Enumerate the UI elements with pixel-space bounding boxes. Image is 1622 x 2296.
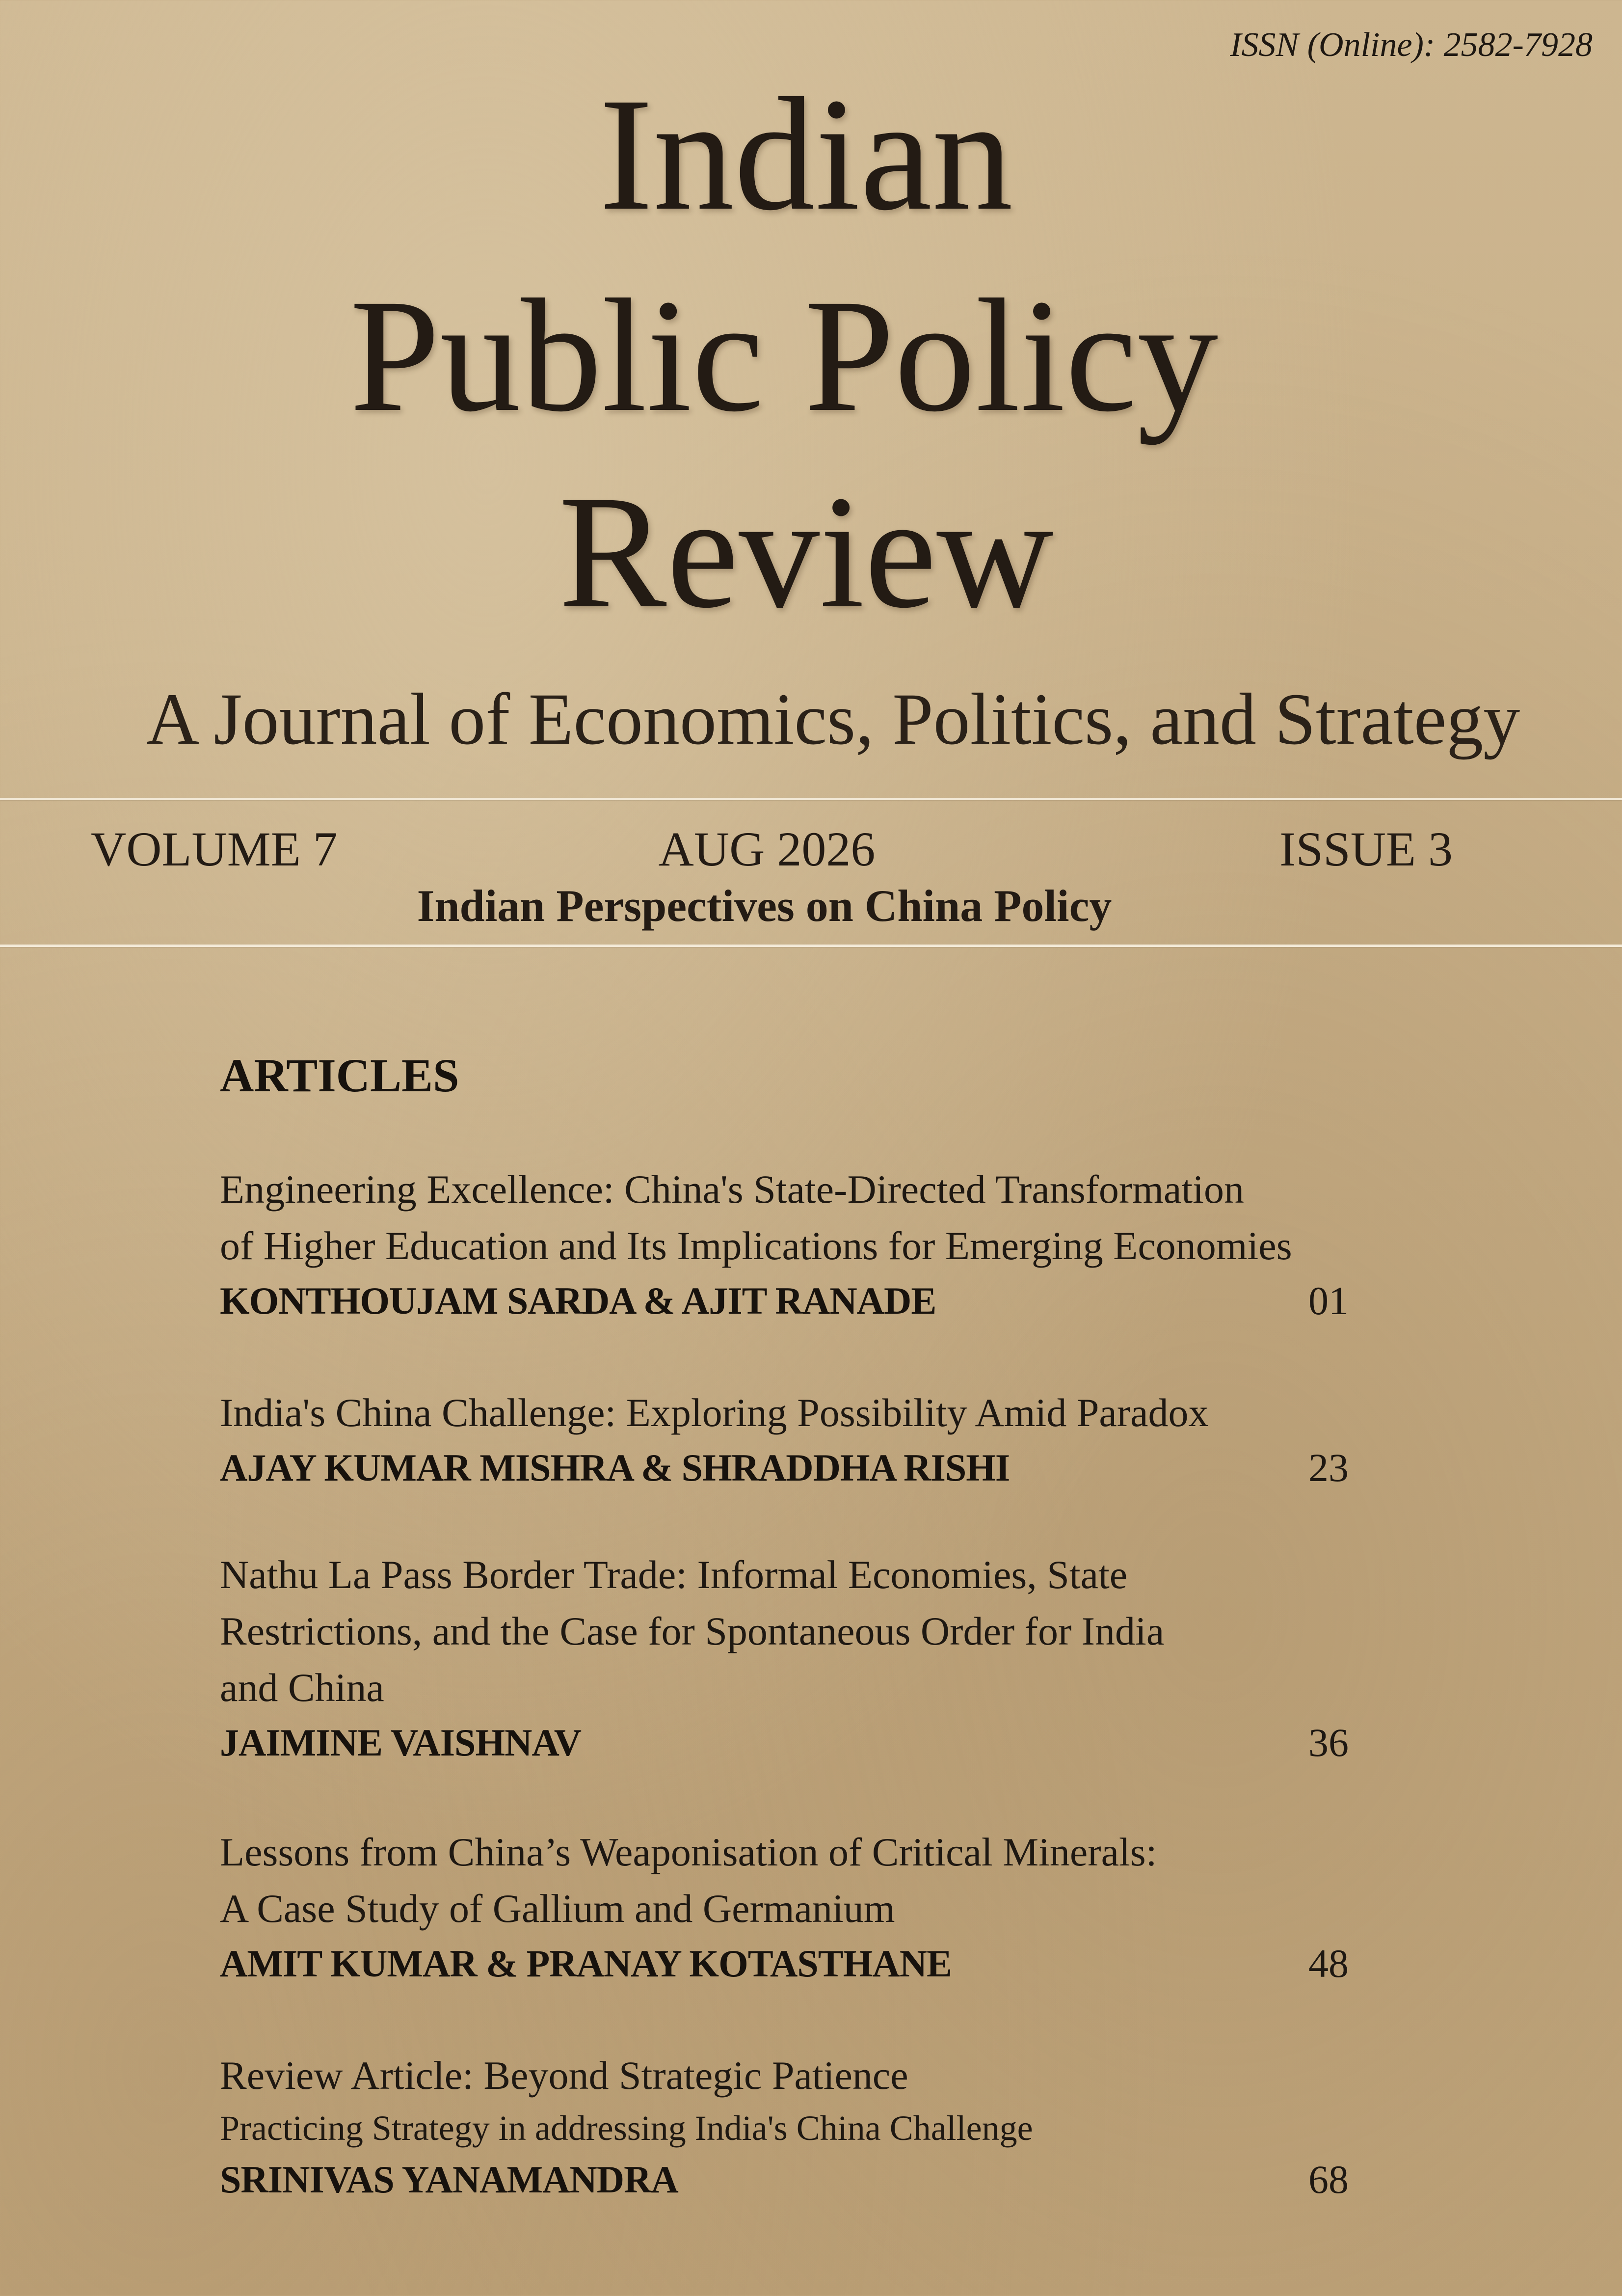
article-entry[interactable] — [220, 1161, 1349, 1328]
article-authors: SRINIVAS YANAMANDRA — [220, 2158, 678, 2201]
article-page-number: 01 — [1308, 1278, 1349, 1323]
article-authors: AJAY KUMAR MISHRA & SHRADDHA RISHI — [220, 1446, 1010, 1489]
article-title-line: and China — [220, 1665, 384, 1710]
article-entry[interactable] — [220, 1384, 1349, 1495]
author-row — [220, 1716, 1349, 1770]
article-title-line: Lessons from China’s Weaponisation of Critical Minerals: — [220, 1830, 1157, 1874]
article-title-line: A Case Study of Gallium and Germanium — [220, 1886, 895, 1931]
article-title-line: India's China Challenge: Exploring Possibility Amid Paradox — [220, 1390, 1209, 1435]
article-title-line: Review Article: Beyond Strategic Patience — [220, 2053, 908, 2098]
article-entry[interactable] — [220, 2047, 1349, 2207]
top-divider — [0, 798, 1622, 800]
author-row — [220, 2153, 1349, 2207]
article-page-number: 68 — [1308, 2157, 1349, 2202]
article-authors: JAIMINE VAISHNAV — [220, 1721, 582, 1764]
journal-title-line-3: Review — [558, 462, 1054, 642]
articles-heading: ARTICLES — [220, 1049, 459, 1102]
journal-title-line-2: Public Policy — [349, 266, 1219, 445]
author-row — [220, 1937, 1349, 1991]
issue-label: ISSUE 3 — [1279, 822, 1453, 876]
article-title-line: of Higher Education and Its Implications for Emerging Economies — [220, 1223, 1292, 1268]
article-page-number: 36 — [1308, 1720, 1349, 1765]
issue-info-band — [0, 801, 1622, 944]
article-authors: KONTHOUJAM SARDA & AJIT RANADE — [220, 1279, 936, 1322]
author-row — [220, 1274, 1349, 1328]
article-subtitle: Practicing Strategy in addressing India's China Challenge — [220, 2108, 1033, 2148]
issn-label: ISSN (Online): 2582-7928 — [1230, 26, 1593, 64]
article-title-line: Engineering Excellence: China's State-Directed Transformation — [220, 1167, 1244, 1212]
article-title-line: Restrictions, and the Case for Spontaneous Order for India — [220, 1609, 1165, 1653]
article-authors: AMIT KUMAR & PRANAY KOTASTHANE — [220, 1942, 952, 1985]
volume-label: VOLUME 7 — [91, 822, 338, 876]
article-page-number: 23 — [1308, 1445, 1349, 1490]
journal-title-line-1: Indian — [599, 65, 1013, 244]
author-row — [220, 1441, 1349, 1495]
issue-date: AUG 2026 — [658, 822, 876, 876]
article-page-number: 48 — [1308, 1941, 1349, 1986]
article-title-line: Nathu La Pass Border Trade: Informal Economies, State — [220, 1552, 1128, 1597]
article-entry[interactable] — [220, 1546, 1349, 1770]
journal-subtitle: A Journal of Economics, Politics, and Strategy — [146, 678, 1520, 760]
article-entry[interactable] — [220, 1824, 1349, 1991]
issue-theme: Indian Perspectives on China Policy — [417, 881, 1112, 931]
bottom-divider — [0, 945, 1622, 947]
